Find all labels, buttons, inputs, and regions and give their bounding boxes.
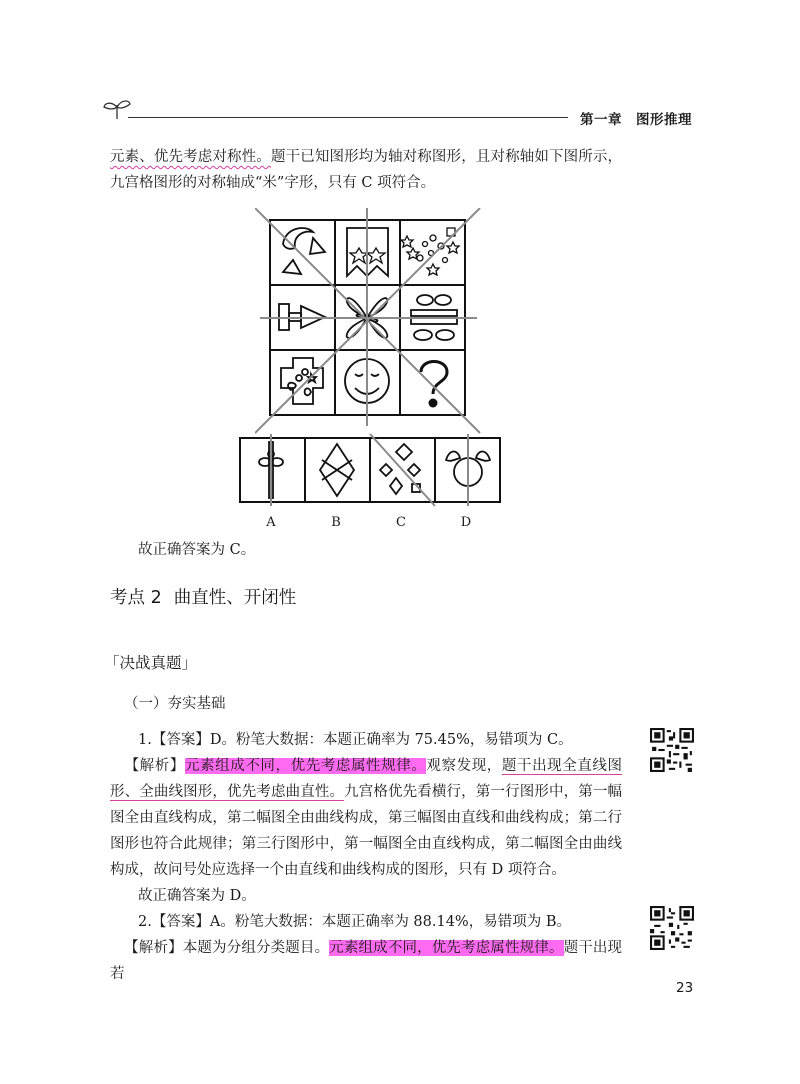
stars-circles-cell	[401, 228, 459, 275]
q1-analysis-tag: 【解析】	[124, 758, 185, 774]
cross-cell	[281, 358, 323, 404]
section-title: 曲直性、开闭性	[173, 588, 297, 608]
q2-highlight: 元素组成不同，优先考虑属性规律。	[329, 940, 564, 956]
nine-grid-figure	[255, 208, 485, 438]
q1-answer-tag: 【答案】	[151, 732, 210, 748]
subsection-heading: 「决战真题」	[104, 654, 198, 672]
section-number: 考点 2	[110, 588, 162, 608]
bracket-close-icon: 」	[181, 654, 198, 672]
option-label-a: A	[266, 515, 276, 530]
moon-triangle-cell	[283, 228, 325, 274]
q2-answer: 2.【答案】A。粉笔大数据：本题正确率为 88.14%，易错项为 B。	[138, 914, 571, 930]
intro-paragraph	[110, 144, 622, 196]
q2-analysis: 【解析】本题为分组分类题目。元素组成不同，优先考虑属性规律。题干出现若	[110, 940, 623, 982]
question-mark-cell	[421, 362, 447, 407]
option-label-d: D	[460, 515, 472, 530]
q1-highlight: 元素组成不同，优先考虑属性规律。	[184, 758, 427, 774]
header-rule	[128, 117, 568, 118]
options-figure	[236, 430, 506, 510]
qr-code-icon[interactable]	[650, 906, 694, 950]
option-label-c: C	[396, 515, 406, 530]
intro-emphasis: 元素、优先考虑对称性。	[110, 149, 271, 165]
q1-answer: 1.【答案】D。粉笔大数据：本题正确率为 75.45%，易错项为 C。	[138, 732, 573, 748]
q1-conclusion: 故正确答案为 D。	[138, 888, 256, 904]
page-number: 23	[676, 980, 694, 996]
q2-answer-tag: 【答案】	[151, 914, 210, 930]
bracket-open-icon: 「	[104, 654, 120, 672]
option-label-b: B	[331, 515, 341, 530]
conclusion-1: 故正确答案为 C。	[138, 542, 256, 558]
option-b-shape	[320, 444, 354, 496]
section-heading	[110, 584, 296, 609]
q2-analysis-tag: 【解析】	[124, 940, 183, 956]
qr-code-icon[interactable]	[650, 728, 694, 772]
chapter-label: 第一章	[580, 112, 622, 128]
q1-analysis: 【解析】元素组成不同，优先考虑属性规律。观察发现，题干出现全直线图形、全曲线图形，优先考虑曲直性。九宫格优先看横行，第一行图形中，第一幅图全由直线构成，第二幅图全由曲线构成，第三幅图由直线和曲线构成；第二行图形也符合此规律；第三行图形中，第一幅图全由直线构成，第二幅图全由曲线构成，故问号处应选择一个由直线和曲线构成的图形，只有 D 项符合。	[110, 758, 623, 878]
chapter-title: 图形推理	[636, 112, 692, 128]
subsubsection-heading: （一）夯实基础	[124, 696, 226, 712]
page-header	[580, 108, 706, 128]
q1-underlined: 题干出现全直线图形、全曲线图形，优先考虑曲直性。	[110, 758, 623, 800]
intro-text: 题干已知图形均为轴对称图形，且对称轴如下图所示，九宫格图形的对称轴成“米”字形，只有 C 项符合。	[110, 149, 623, 191]
